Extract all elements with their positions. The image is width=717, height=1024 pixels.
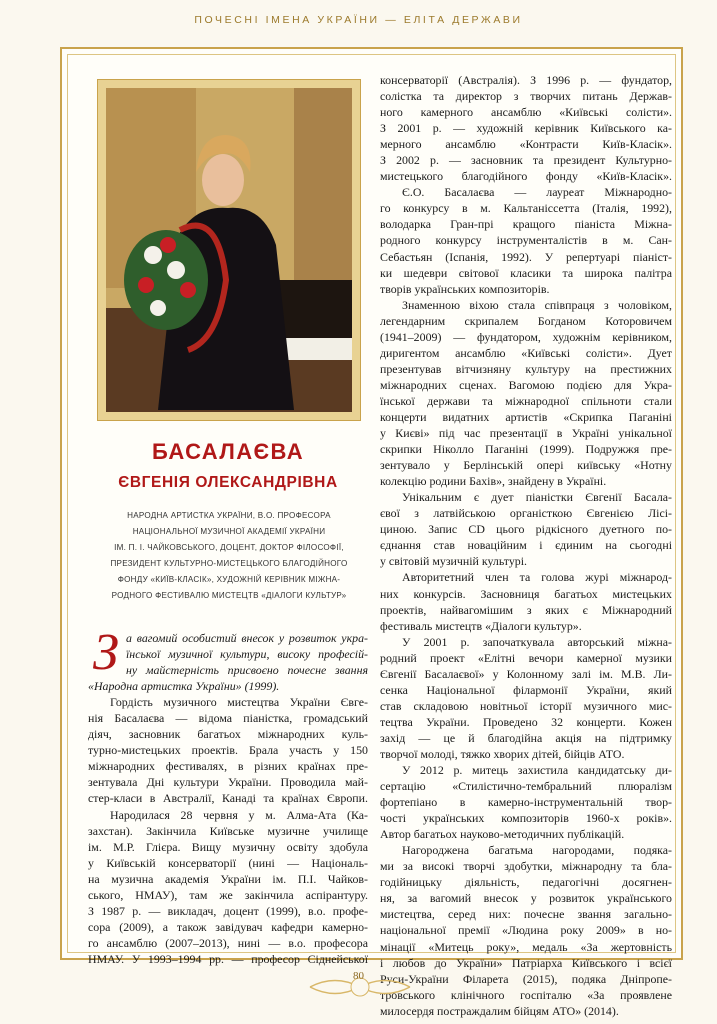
text-line: захід — це й благодійна акція на підтримку [380, 730, 672, 745]
text-line: у Київській консерваторії (нині — Національ- [88, 855, 368, 870]
text-line: у Києві» під час презентації в Україні унікальної [380, 426, 672, 441]
person-given-names: ЄВГЕНІЯ ОЛЕКСАНДРІВНА [118, 474, 338, 491]
text-line: Себастьян (Іспанія, 1992). У репертуарі піаніст- [380, 249, 672, 264]
text-line: консерваторії (Австралія). З 1996 р. — фундатор, [380, 73, 672, 87]
text-line: родний проект «Елітні вечори камерної музики [380, 650, 672, 665]
title-line: НАЦІОНАЛЬНОЇ МУЗИЧНОЇ АКАДЕМІЇ УКРАЇНИ [132, 527, 326, 537]
text-line: ки шедеври світової класики та широка палітра [380, 265, 672, 280]
text-line: ім. М.Р. Глієра. Вищу музичну освіту здобула [88, 839, 368, 854]
text-line: тровського клінічного госпіталю «За проявлене [380, 987, 672, 1002]
text-line: родного конкурсу інструменталістів в м. Сан- [380, 233, 672, 248]
title-line: ІМ. П. І. ЧАЙКОВСЬКОГО, ДОЦЕНТ, ДОКТОР ФІЛОСОФІЇ, [114, 543, 344, 553]
text-line: Автор багатьох науково-методичних публікацій. [380, 827, 625, 842]
text-line: національної премії «Людина року 2009» в но- [380, 923, 672, 938]
intro-line: «Народна артистка України» (1999). [88, 679, 280, 694]
title-line: РОДНОГО ФЕСТИВАЛЮ МИСТЕЦТВ «ДІАЛОГИ КУЛЬТУР» [111, 591, 347, 601]
text-line: став складовою новітньої історії музичного мис- [380, 698, 672, 713]
text-line: Євгенії Басалаєвої» у Колонному залі ім. М.В. Ли- [380, 666, 672, 681]
text-line: концерти видатних артистів «Скрипка Паганіні [380, 409, 672, 424]
text-line: них конкурсів. Засновниця багатьох мистецьких [380, 586, 672, 601]
text-line: міжнародних фестивалях, в різних країнах пре- [88, 759, 368, 774]
text-line: мінації «Митець року», медаль «За жертовність [380, 939, 672, 954]
text-line: володарка Гран-прі кращого піаніста Міжна- [380, 217, 672, 232]
text-line: ня, за вагомий внесок у розвиток українського [380, 891, 672, 906]
text-line: мистецтва, серед них: почесне звання загально- [380, 907, 672, 922]
text-line: циною. Запис CD цього рідкісного дуетного по- [380, 522, 672, 537]
text-line: сенка Національної філармонії України, який [380, 682, 672, 697]
title-line: ФОНДУ «КИЇВ-КЛАСІК», ХУДОЖНІЙ КЕРІВНИК МІЖНА- [117, 575, 341, 585]
text-line: Нагороджена багатьма нагородами, подяка- [402, 843, 672, 858]
text-line: НМАУ. У 1993–1994 рр. — професор Сіднейської [88, 951, 368, 966]
text-line: мистецького благодійного фонду «Київ-Класік». [380, 169, 672, 184]
text-line: го ансамблю (2007–2013), нині — в.о. професора [88, 935, 368, 950]
text-line: У 2012 р. митець захистила кандидатську ди- [402, 763, 672, 778]
text-line: З 2002 р. — засновник та президент Культурно- [380, 153, 672, 168]
text-line: нія Басалаєва — відома піаністка, громадський [88, 711, 368, 726]
running-header: ПОЧЕСНІ ІМЕНА УКРАЇНИ — ЕЛІТА ДЕРЖАВИ [194, 14, 523, 26]
text-line: творчої молоді, тяжко хворих дітей, бійців АТО. [380, 746, 625, 761]
text-line: зентувала Дні культури України. Проводила май- [88, 775, 368, 790]
text-line: (1941–2009) — фундатором, художнім керівником, [380, 329, 672, 344]
text-line: мерного ансамблю «Контрасти Київ-Класік». [380, 137, 672, 152]
title-line: НАРОДНА АРТИСТКА УКРАЇНИ, В.О. ПРОФЕСОРА [127, 511, 331, 520]
text-line: стер-класи в Австралії, Канаді та країнах Європи. [88, 791, 368, 806]
text-line: годійницьку діяльність, педагогічні досягнен- [380, 875, 672, 890]
text-line: фестиваль мистецтв «Діалоги культур». [380, 618, 582, 633]
text-line: солістка та директор з творчих питань Держав- [380, 89, 672, 104]
left-text-column [88, 624, 368, 967]
text-line: чості українських композиторів 1960-х років». [380, 811, 672, 826]
text-line: ського, НМАУ), там же закінчила аспірантуру. [88, 887, 368, 902]
text-line: на музична академія України ім. П.І. Чайков- [88, 871, 368, 886]
text-line: скрипки Ніколло Паганіні (1999). Подружжя пре- [380, 442, 672, 457]
right-text-column [380, 72, 672, 1019]
text-line: проектів, найвагомішим з яких є Міжнародний [380, 602, 672, 617]
text-line: сертацію «Стилістично-тембральний плюралізм [380, 779, 672, 794]
text-line: і любов до України» Патріарха Київського і всієї [380, 955, 672, 970]
text-line: турно-мистецьких проектів. Брала участь у 150 [88, 743, 368, 758]
text-line: диригентом ансамблю «Київські солісти». Дует [380, 345, 672, 360]
text-line: тецтва України. Проведено 32 концерти. Кожен [380, 714, 672, 729]
text-line: ми за високі творчі здобутки, міжнародну та бла- [380, 859, 672, 874]
text-line: зентувало у Берлінській опері київську «Нотну [380, 458, 672, 473]
text-line: Унікальним є дует піаністки Євгенії Басала- [402, 490, 672, 505]
text-line: Гордість музичного мистецтва України Євге- [110, 695, 368, 710]
text-line: єднання став новаційним і єдиним на сьогодні [380, 538, 672, 553]
text-line: З 2001 р. — художній керівник Київського ка- [380, 121, 672, 136]
intro-line: ну майстерність присвоєно почесне звання [126, 663, 368, 678]
text-line: євої з латвійською органісткою Євгенією Лісі- [380, 506, 672, 521]
portrait-photo [97, 79, 361, 421]
text-line: го конкурсу в м. Кальтаніссетта (Італія, 1992), [380, 201, 672, 216]
text-line: З 1987 р. — викладач, доцент (1999), в.о. профе- [88, 903, 368, 918]
text-line: фортепіано в камерно-інструментальній твор- [380, 795, 672, 810]
text-line: діяч, засновник багатьох міжнародних куль- [88, 727, 368, 742]
text-line: захстан). Закінчила Київське музичне училище [88, 823, 368, 838]
intro-line: а вагомий особистий внесок у розвиток укра- [126, 631, 368, 645]
page-number: 80 [353, 970, 364, 982]
person-titles [100, 508, 358, 605]
text-line: Знаменною віхою стала співпраця з чоловіком, [402, 297, 672, 312]
text-line: їнської держави та міжнародної спільноти стали [380, 393, 672, 408]
text-line: у світовій музичній культурі. [380, 554, 528, 569]
text-line: Є.О. Басалаєва — лауреат Міжнародно- [402, 185, 672, 200]
text-line: милосердя постраждалим бійцям АТО» (2014). [380, 1003, 619, 1018]
text-line: міжнародних сценах. Вагомою подією для Укра- [380, 377, 672, 392]
person-surname: БАСАЛАЄВА [151, 439, 305, 464]
text-line: сора (2009), а також завідувач кафедри камерно- [88, 919, 368, 934]
text-line: презентував вітчизняну культуру на престижних [380, 361, 672, 376]
title-line: ПРЕЗИДЕНТ КУЛЬТУРНО-МИСТЕЦЬКОГО БЛАГОДІЙНОГО [110, 559, 348, 569]
text-line: ного камерного ансамблю «Київські солісти». [380, 105, 672, 120]
text-line: Авторитетний член та голова журі міжнарод- [402, 570, 672, 585]
text-line: творів українських композиторів. [380, 281, 550, 296]
drop-cap: З [93, 624, 119, 681]
text-line: колекцію родини Бахів», знайдену в Україні. [380, 474, 607, 489]
text-line: Народилася 28 червня у м. Алма-Ата (Ка- [110, 807, 368, 822]
text-line: У 2001 р. започаткувала авторський міжна- [402, 634, 672, 649]
text-line: легендарним скрипалем Богданом Которовичем [380, 313, 672, 328]
intro-line: їнської музичної культури, високу професій- [126, 647, 368, 662]
text-line: Руси-України Філарета (2015), подяка Дніпропе- [380, 971, 672, 986]
